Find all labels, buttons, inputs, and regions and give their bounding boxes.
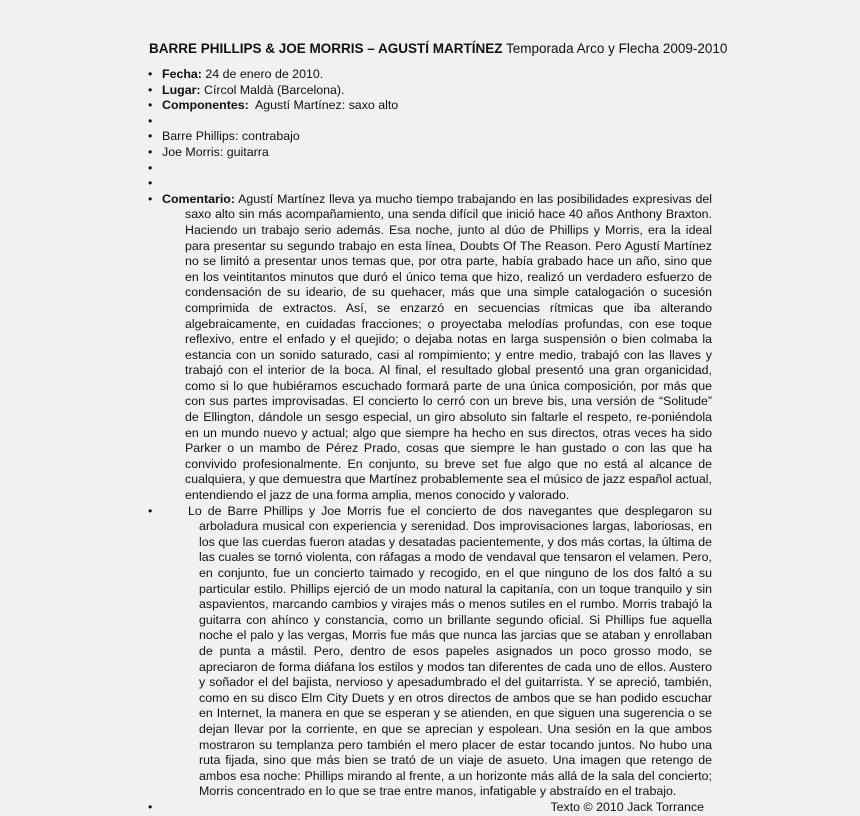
document-title (149, 41, 727, 56)
joe-value: Joe Morris: guitarra (162, 144, 269, 159)
list-item-componentes (148, 98, 712, 114)
fecha-label: Fecha: (162, 67, 202, 81)
list-item-lugar (148, 83, 712, 99)
list-item-comentario (148, 192, 712, 504)
text-credit: • Texto © 2010 Jack Torrance (550, 799, 704, 814)
comentario-paragraph (162, 192, 712, 504)
list-item-barre (148, 129, 712, 145)
title-season: Temporada Arco y Flecha 2009-2010 (502, 41, 728, 56)
credit-row (162, 800, 712, 816)
bullet-list (148, 67, 712, 816)
list-item-joe (148, 145, 712, 161)
componentes-label: Componentes: (162, 98, 249, 113)
lugar-label: Lugar: (162, 82, 201, 97)
list-item-fecha (148, 67, 712, 83)
list-item-empty (148, 176, 712, 192)
comentario-text: Agustí Martínez lleva ya mucho tiempo trabajando en las posibilidades expresivas del saxo alto sin más acompañamiento, una senda difícil que inició hace 40 años Anthony Braxton. Haciendo un trabajo serio además. Esa noche, junto al dúo de Phillips y Morris, era la ideal para presentar su segundo trabajo en esta línea, Doubts Of The Reason. Pero Agustí Martínez no se limitó a presentar unos temas que, por otra parte, había grabado hace un año, sino que en los veintitantos minutos que duró el único tema que hizo, realizó un verdadero esfuerzo de condensación de su ideario, de su quehacer, más que una simple catalogación o sucesión comprimida de extractos. Así, se enzarzó en secuencias rítmicas que iba alterando algebraicamente, en cuidadas fracciones; o proyectaba melodías profundas, con ese toque reflexivo, entre el enfado y el quejido; o dejaba notas en larga suspensión o bien colmaba la estancia con un sonido saturado, casi al rompimiento; y entre medio, trabajó con las llaves y trabajó con el interior de la boca. Al final, el resultado global presentó una gran organicidad, como si lo que hubiéramos escuchado formará parte de una única composición, por más que con sus partes improvisadas. El concierto lo cerró con un breve bis, una versión de “Solitude” de Ellington, dándole un sesgo especial, un giro absoluto sin faltarle el respeto, re-poniéndola en un mundo nuevo y actual; algo que siempre ha hecho en sus directos, otras veces ha sido Parker o un mambo de Pérez Prado, cosas que siempre le han gustado o con las que ha convivido profesionalmente. En conjunto, su breve set fue algo que no está al alcance de cualquiera, y que demuestra que Martínez probablemente sea el músico de jazz español actual, entendiendo el jazz de una forma amplia, menos conocido y valorado. (185, 191, 712, 503)
concierto-paragraph: • Lo de Barre Phillips y Joe Morris fue el concierto de dos navegantes que desplegaron su arboladura musical con experiencia y serenidad. Dos improvisaciones largas, laboriosas, en los que las cuerdas fueron atadas y desatadas pacientemente, y dos más cortas, la última de las cuales se tornó violenta, con ráfagas a modo de vendaval que tensaron el velamen. Pero, en conjunto, fue un concierto taimado y recogido, en el que ninguno de los dos faltó a su particular estilo. Phillips ejerció de un modo natural la capitanía, con un toque tranquilo y sin aspavientos, marcando cambios y virajes más o menos sutiles en el rumbo. Morris trabajó la guitarra con ahínco y constancia, como un brillante segundo oficial. Si Phillips fue aquella noche el palo y las vergas, Morris fue más que nunca las jarcias que se ataban y enrollaban de punta a mástil. Pero, dentro de esos papeles asignados un poco grosso modo, se apreciaron de forma diáfana los estilos y modos tan diferentes de cada uno de ellos. Austero y soñador el del bajista, nervioso y apesadumbrado el del guitarrista. Y se apreció, también, como en su disco Elm City Duets y en otros directos de ambos que se han podido escuchar en Internet, la manera en que se esperan y se atienden, en que siguen una sugerencia o se dejan llevar por la corriente, en que se aprecian y espolean. Una sesión en la que ambos mostraron su templanza pero también el mero placer de estar tocando juntos. No hubo una ruta fijada, sino que más bien se trató de un viaje de asueto. Una imagen que retengo de ambos esa noche: Phillips mirando al frente, a un horizonte más allá de la sala del concierto; Morris concentrado en lo que se trae entre manos, infatigable y abstraído en el trabajo. (188, 503, 712, 799)
barre-value: Barre Phillips: contrabajo (162, 129, 300, 144)
list-item-concierto (148, 504, 712, 800)
title-bold: BARRE PHILLIPS & JOE MORRIS – AGUSTÍ MARTÍNEZ (149, 41, 503, 56)
list-item-empty (148, 161, 712, 177)
componentes-value: Agustí Martínez: saxo alto (248, 98, 399, 113)
list-item-empty (148, 114, 712, 130)
lugar-value: Círcol Maldà (Barcelona). (200, 82, 345, 97)
list-item-credit (148, 800, 712, 816)
fecha-value: 24 de enero de 2010. (201, 67, 324, 81)
comentario-label: Comentario: (162, 191, 235, 206)
